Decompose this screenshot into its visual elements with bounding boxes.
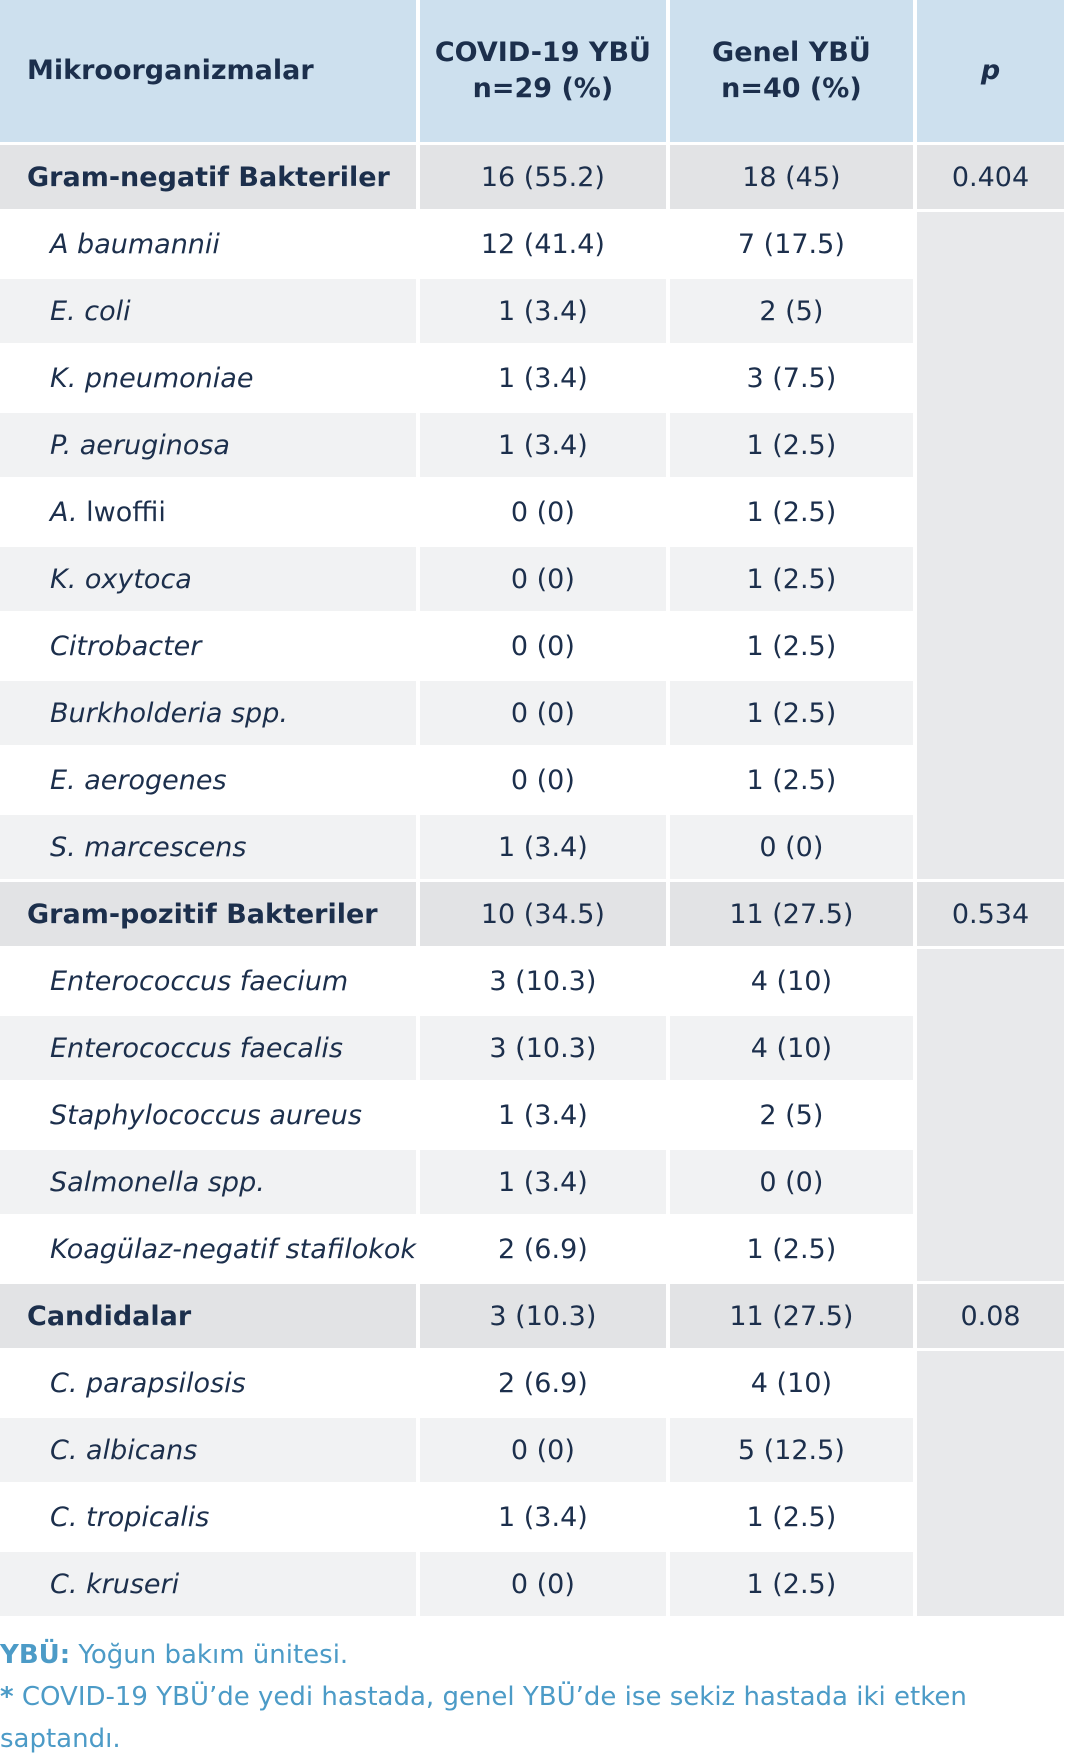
covid-value: 0 (0) xyxy=(420,681,666,745)
covid-value: 0 (0) xyxy=(420,547,666,611)
table-row xyxy=(0,1552,1064,1616)
header-microorganisms: Mikroorganizmalar xyxy=(0,0,416,142)
organism-name: S. marcescens xyxy=(0,815,416,879)
organism-name-italic: A. xyxy=(50,496,78,528)
header-general-icu-n: n=40 (%) xyxy=(721,73,862,104)
table-row xyxy=(0,346,1064,410)
category-general-value: 18 (45) xyxy=(670,145,913,209)
table-row xyxy=(0,614,1064,678)
table-row xyxy=(0,212,1064,276)
general-value: 1 (2.5) xyxy=(670,480,913,544)
table-header-row xyxy=(0,0,1064,142)
double-pathogen-note xyxy=(0,1676,1068,1760)
organism-name: C. tropicalis xyxy=(0,1485,416,1549)
table-row xyxy=(0,480,1064,544)
organism-name: Burkholderia spp. xyxy=(0,681,416,745)
general-value: 1 (2.5) xyxy=(670,547,913,611)
covid-value: 0 (0) xyxy=(420,480,666,544)
category-p-value: 0.08 xyxy=(917,1284,1064,1348)
general-value: 2 (5) xyxy=(670,279,913,343)
covid-value: 1 (3.4) xyxy=(420,1150,666,1214)
table-row xyxy=(0,1083,1064,1147)
table-footnotes xyxy=(0,1634,1068,1760)
category-name: Gram-negatif Bakteriler xyxy=(0,145,416,209)
covid-value: 1 (3.4) xyxy=(420,346,666,410)
covid-value: 1 (3.4) xyxy=(420,815,666,879)
table-row xyxy=(0,1351,1064,1415)
general-value: 2 (5) xyxy=(670,1083,913,1147)
abbreviation-label: YBÜ: xyxy=(0,1640,71,1670)
organism-name: Salmonella spp. xyxy=(0,1150,416,1214)
covid-value: 0 (0) xyxy=(420,1552,666,1616)
organism-name: E. coli xyxy=(0,279,416,343)
table-row xyxy=(0,748,1064,812)
table-row xyxy=(0,279,1064,343)
general-value: 4 (10) xyxy=(670,1016,913,1080)
covid-value: 3 (10.3) xyxy=(420,1016,666,1080)
general-value: 3 (7.5) xyxy=(670,346,913,410)
organism-name: C. kruseri xyxy=(0,1552,416,1616)
category-general-value: 11 (27.5) xyxy=(670,1284,913,1348)
table-row xyxy=(0,1150,1064,1214)
table-row xyxy=(0,413,1064,477)
covid-value: 12 (41.4) xyxy=(420,212,666,276)
double-pathogen-text: COVID-19 YBÜ’de yedi hastada, genel YBÜ’de ise sekiz hastada iki etken saptandı. xyxy=(0,1682,967,1754)
table-row xyxy=(0,547,1064,611)
table-row xyxy=(0,1217,1064,1281)
header-covid-icu-n: n=29 (%) xyxy=(472,73,614,104)
organism-name: Staphylococcus aureus xyxy=(0,1083,416,1147)
organism-name: Koagülaz-negatif stafilokok xyxy=(0,1217,416,1281)
header-general-icu xyxy=(670,0,913,142)
general-value: 1 (2.5) xyxy=(670,614,913,678)
general-value: 4 (10) xyxy=(670,1351,913,1415)
header-general-icu-title: Genel YBÜ xyxy=(712,37,871,68)
table-row xyxy=(0,1485,1064,1549)
p-value-blank xyxy=(917,212,1064,879)
organism-name: C. albicans xyxy=(0,1418,416,1482)
table-row xyxy=(0,1418,1064,1482)
covid-value: 2 (6.9) xyxy=(420,1351,666,1415)
general-value: 1 (2.5) xyxy=(670,681,913,745)
table-body xyxy=(0,145,1064,1616)
category-covid-value: 16 (55.2) xyxy=(420,145,666,209)
general-value: 7 (17.5) xyxy=(670,212,913,276)
organism-name: Citrobacter xyxy=(0,614,416,678)
abbreviation-note xyxy=(0,1634,1068,1676)
p-value-blank xyxy=(917,949,1064,1281)
general-value: 1 (2.5) xyxy=(670,1552,913,1616)
covid-value: 0 (0) xyxy=(420,748,666,812)
organism-name: K. pneumoniae xyxy=(0,346,416,410)
covid-value: 1 (3.4) xyxy=(420,1485,666,1549)
asterisk-marker: * xyxy=(0,1682,14,1712)
general-value: 1 (2.5) xyxy=(670,748,913,812)
covid-value: 3 (10.3) xyxy=(420,949,666,1013)
general-value: 1 (2.5) xyxy=(670,1485,913,1549)
covid-value: 2 (6.9) xyxy=(420,1217,666,1281)
p-value-blank xyxy=(917,1351,1064,1616)
table-row xyxy=(0,815,1064,879)
general-value: 1 (2.5) xyxy=(670,413,913,477)
organism-name: Enterococcus faecium xyxy=(0,949,416,1013)
organism-name: E. aerogenes xyxy=(0,748,416,812)
general-value: 5 (12.5) xyxy=(670,1418,913,1482)
category-p-value: 0.404 xyxy=(917,145,1064,209)
header-p-value: p xyxy=(917,0,1064,142)
covid-value: 0 (0) xyxy=(420,1418,666,1482)
table-row xyxy=(0,949,1064,1013)
covid-value: 1 (3.4) xyxy=(420,1083,666,1147)
category-row xyxy=(0,882,1064,946)
category-covid-value: 10 (34.5) xyxy=(420,882,666,946)
organism-name: P. aeruginosa xyxy=(0,413,416,477)
category-row xyxy=(0,1284,1064,1348)
covid-value: 0 (0) xyxy=(420,614,666,678)
header-covid-icu xyxy=(420,0,666,142)
table-row xyxy=(0,681,1064,745)
covid-value: 1 (3.4) xyxy=(420,413,666,477)
category-name: Candidalar xyxy=(0,1284,416,1348)
abbreviation-text: Yoğun bakım ünitesi. xyxy=(70,1640,349,1670)
category-general-value: 11 (27.5) xyxy=(670,882,913,946)
category-row xyxy=(0,145,1064,209)
category-name: Gram-pozitif Bakteriler xyxy=(0,882,416,946)
general-value: 0 (0) xyxy=(670,1150,913,1214)
organism-name: Enterococcus faecalis xyxy=(0,1016,416,1080)
category-covid-value: 3 (10.3) xyxy=(420,1284,666,1348)
organism-name: A baumannii xyxy=(0,212,416,276)
organism-name: C. parapsilosis xyxy=(0,1351,416,1415)
general-value: 1 (2.5) xyxy=(670,1217,913,1281)
table-row xyxy=(0,1016,1064,1080)
organism-name: K. oxytoca xyxy=(0,547,416,611)
covid-value: 1 (3.4) xyxy=(420,279,666,343)
organism-name-rest: lwoffii xyxy=(77,496,166,528)
category-p-value: 0.534 xyxy=(917,882,1064,946)
organism-name xyxy=(0,480,416,544)
general-value: 4 (10) xyxy=(670,949,913,1013)
header-covid-icu-title: COVID-19 YBÜ xyxy=(434,37,651,68)
general-value: 0 (0) xyxy=(670,815,913,879)
